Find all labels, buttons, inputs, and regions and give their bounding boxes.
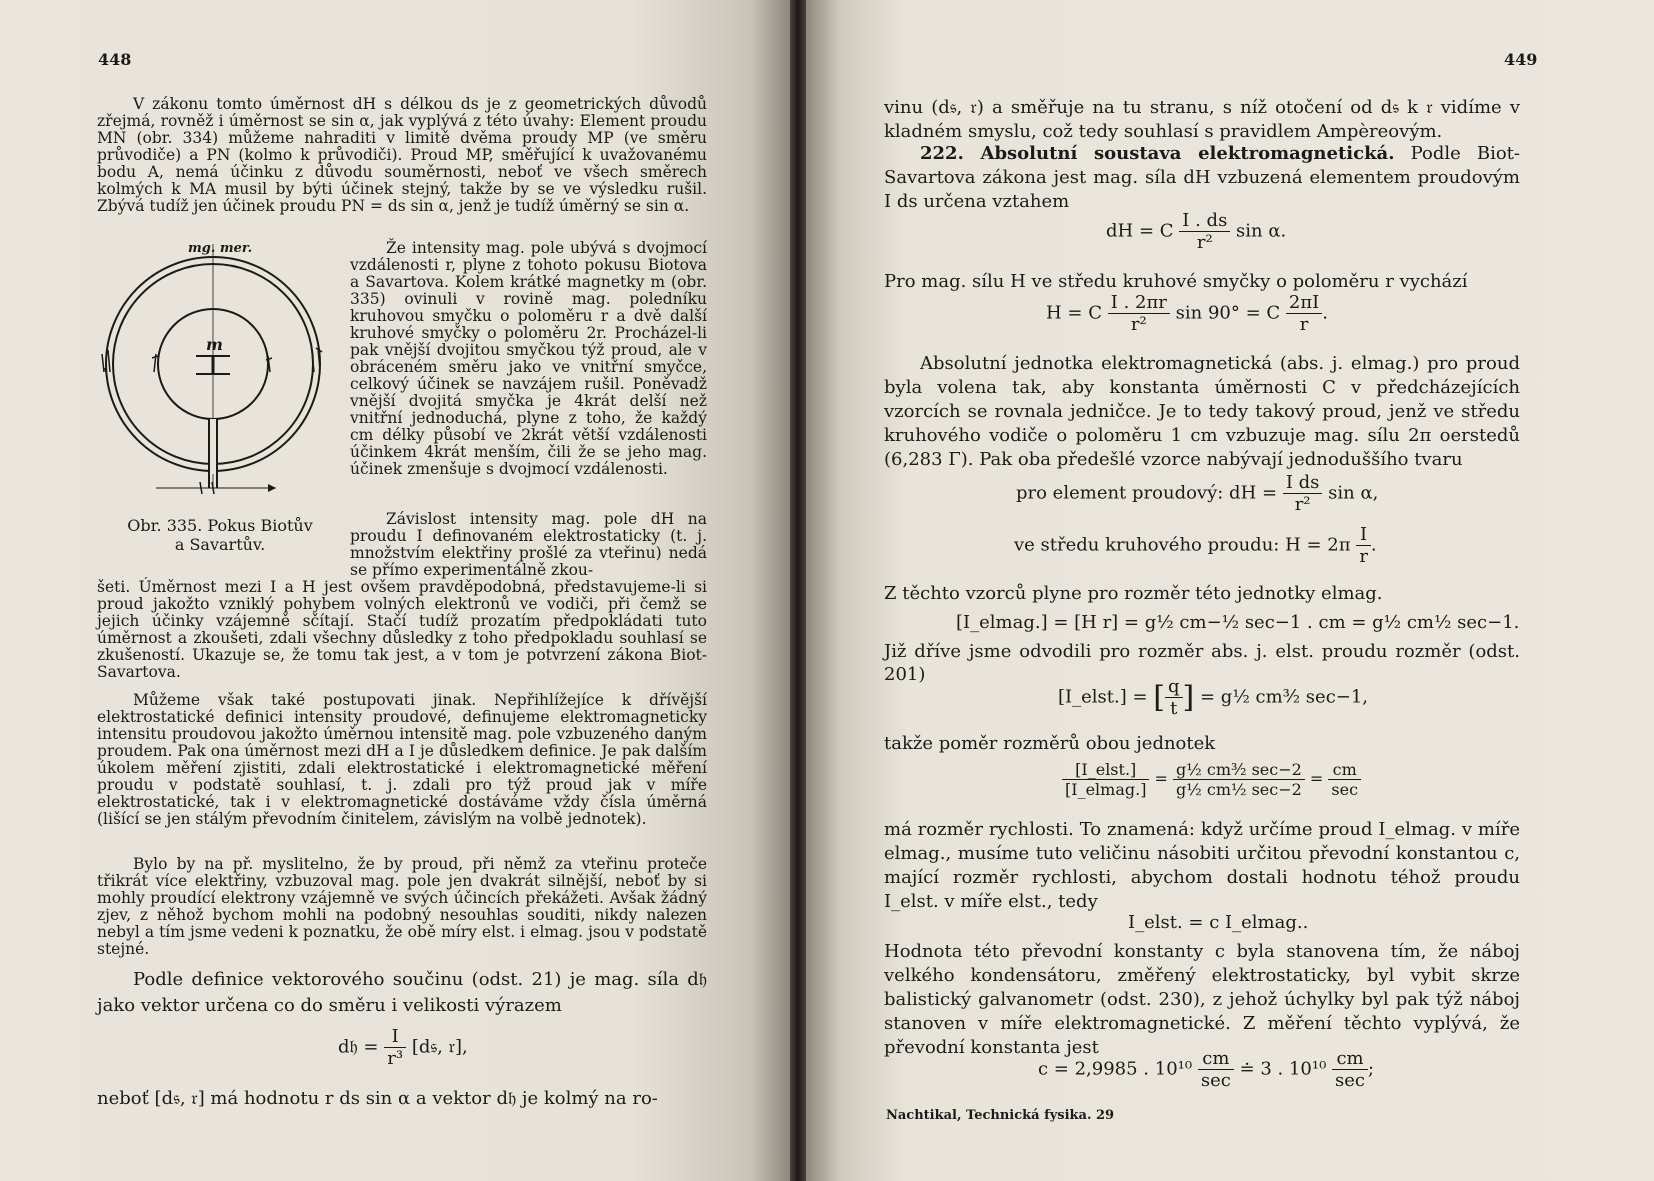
figure-label-mg-mer: mg. mer.	[188, 241, 253, 256]
paragraph-3-side: Závislost intensity mag. pole dH na proudu I definovaném elektrostaticky (t. j. množstvím elektřiny prošlé za vteřinu) nedá se přímo experimentálně zkou-	[350, 510, 707, 579]
page-footer: Nachtikal, Technická fysika. 29	[886, 1108, 1115, 1123]
equation-dh	[1106, 210, 1286, 253]
paragraph-1: V zákonu tomto úměrnost dH s délkou ds je z geometrických důvodů zřejmá, rovněž i úměrnost se sin α, jak vyplývá z této úvahy: Element proudu MN (obr. 334) můžeme nahraditi v limitě dvěma proudy MP (ve směru průvodiče) a PN (kolmo k průvodiči). Proud MP, směřující k uvažovanému bodu A, nemá účinku z důvodu souměrnosti, neboť ve všech směrech kolmých k MA musil by býti účinek stejný, takže by se ve výsledku rušil. Zbývá tudíž jen účinek proudu PN = ds sin α, jenž je tudíž úměrný se sin α.	[97, 95, 707, 215]
equation-element	[1016, 472, 1378, 515]
right-page	[806, 0, 1654, 1181]
paragraph-2: Že intensity mag. pole ubývá s dvojmocí vzdálenosti r, plyne z tohoto pokusu Biotova a Savartova. Kolem krátké magnetky m (obr. 335) ovinuli v rovině mag. poledníku kruhovou smyčku o poloměru r a dvě další kruhové smyčky o poloměru 2r. Procházel-li pak vnější dvojitou smyčkou týž proud, ale v obráceném směru jako ve vnitřní smyčce, celkový účinek se navzájem rušil. Poněvadž vnější dvojitá smyčka je 4krát delší než vnitřní jednoduchá, plyne z toho, že každý cm délky působí ve 2krát větší vzdálenosti účinkem 4krát menším, čili že se jeho mag. účinek zmenšuje s dvojmocí vzdálenosti.	[350, 239, 707, 478]
ratio-numerator-2: g½ cm³⁄₂ sec−2	[1173, 760, 1305, 780]
equation-numerator-2: cm	[1332, 1048, 1368, 1070]
equation-numerator-2: 2πI	[1286, 292, 1322, 314]
equation-elmag-dimension: [I_elmag.] = [H r] = g½ cm−½ sec−1 . cm = g½ cm½ sec−1.	[956, 612, 1520, 633]
page-number: 448	[98, 50, 132, 69]
ratio-denominator: [I_elmag.]	[1065, 780, 1147, 799]
section-222	[884, 142, 1520, 214]
equation-lhs: d𝔥 =	[338, 1036, 379, 1058]
equation-h-center: H = C $\frac{I . 2\pi r}{\text{r²}}$ sin 90° = C $\frac{2\pi I}{r}$ .	[1046, 292, 1329, 335]
section-title: 222. Absolutní soustava elektromagnetická.	[920, 143, 1395, 164]
paragraph-7: neboť [d𝔰, 𝔯] má hodnotu r ds sin α a vektor d𝔥 je kolmý na ro-	[97, 1088, 658, 1109]
paragraph-6: Podle definice vektorového součinu (odst. 21) je mag. síla d𝔥 jako vektor určena co do směru i velikosti výrazem	[97, 969, 707, 1016]
ratio-numerator-3: cm	[1328, 760, 1361, 780]
equation-middle: sin 90° = C	[1175, 302, 1281, 324]
equation-lhs: c = 2,9985 . 10¹⁰	[1038, 1058, 1193, 1080]
equation-ratio: $\frac{\text{[I\_elst.]}}{\text{[I\_elmag.]}}$ = $\frac{\text{g½ cm³⁄₂ sec−2}}{\text{g½ cm½ sec−2}}$ = $\frac{cm}{\sec}$	[1062, 760, 1361, 799]
page-number: 449	[1504, 50, 1538, 69]
left-page	[0, 0, 790, 1181]
equation-numerator: I	[384, 1026, 406, 1048]
equation-numerator: q	[1165, 676, 1183, 698]
equation-lhs: dH = C	[1106, 220, 1174, 242]
equation-numerator: I	[1356, 524, 1371, 546]
figure-caption-line-1: Obr. 335. Pokus Biotův	[127, 516, 313, 535]
equation-denominator: r	[1359, 546, 1368, 567]
equation-denominator: r²	[1294, 494, 1311, 515]
equation-middle: ≐ 3 . 10¹⁰	[1239, 1058, 1327, 1080]
ratio-numerator: [I_elst.]	[1062, 760, 1149, 780]
ratio-denominator-3: sec	[1331, 780, 1359, 799]
paragraph-5: Z těchto vzorců plyne pro rozměr této jednotky elmag.	[884, 583, 1383, 604]
equation-rhs: sin α,	[1328, 482, 1379, 504]
section-intro: Podle Biot-Savartova zákona jest mag. síla dH vzbuzená elementem proudovým I ds určena vztahem	[884, 143, 1520, 212]
equation-numerator: I . ds	[1179, 210, 1230, 232]
paragraph-9: Hodnota této převodní konstanty c byla stanovena tím, že náboj velkého kondensátoru, změřený elektrostaticky, byl vybit skrze balistický galvanometr (odst. 230), z jehož úchylky byl pak týž náboj stanoven v míře elektromagnetické. Z měření těchto vyplývá, že převodní konstanta jest	[884, 941, 1520, 1058]
equation-lhs: H = C	[1046, 302, 1102, 324]
equation-rhs: sin α.	[1236, 220, 1287, 242]
equation-denominator-2: r	[1299, 314, 1309, 335]
figure-biot-savart	[96, 236, 336, 506]
equation-denominator: sec	[1200, 1070, 1231, 1091]
equation-speed-constant: c = 2,9985 . 10¹⁰ $\frac{cm}{\sec}$ ≐ 3 . 10¹⁰ $\frac{cm}{\sec}$ ;	[1038, 1048, 1375, 1091]
paragraph-4: Absolutní jednotka elektromagnetická (abs. j. elmag.) pro proud byla volena tak, aby konstanta úměrnosti C v předcházejících vzorcích se rovnala jedničce. Je to tedy takový proud, jenž ve středu kruhového vodiče o poloměru 1 cm vzbuzuje mag. sílu 2π oerstedů (6,283 Γ). Pak oba předešlé vzorce nabývají jednoduššího tvaru	[884, 353, 1520, 470]
equation-lhs: ve středu kruhového proudu: H = 2π	[1014, 534, 1351, 556]
equation-lhs: pro element proudový: dH =	[1016, 482, 1278, 504]
equation-denominator: r²	[1130, 314, 1147, 335]
magnet-label: m	[206, 335, 223, 354]
paragraph-4: Můžeme však také postupovati jinak. Nepřihlížejíce k dřívější elektrostatické definici intensity proudové, definujeme elektromagneticky intensitu proudovou jakožto úměrnou intensitě mag. pole vzbuzeného daným proudem. Pak ona úměrnost mezi dH a I je důsledkem definice. Je pak dalším úkolem měření zjistiti, zdali elektrostatické i elektromagnetické měření proudu v podstatě souhlasí, t. j. zdali pro týž proud jak v míře elektrostatické, tak i v elektromagnetické dostáváme vždy čísla úměrná (lišící se jen stálým převodním činitelem, závislým na volbě jednotek).	[97, 691, 707, 828]
equation-denominator: r³	[387, 1048, 404, 1069]
figure-caption-line-2: a Savartův.	[174, 535, 266, 554]
equation-lhs: [I_elst.] =	[1058, 686, 1148, 708]
equation-denominator: t	[1170, 698, 1178, 719]
paragraph-6: Již dříve jsme odvodili pro rozměr abs. j. elst. proudu rozměr (odst. 201)	[884, 641, 1520, 685]
book-spine	[790, 0, 806, 1181]
equation-vector-dh	[338, 1026, 468, 1069]
paragraph-7: takže poměr rozměrů obou jednotek	[884, 733, 1216, 754]
equation-elst-dimension: [I_elst.] = [ $\frac{q}{t}$ ] = g½ cm³⁄₂ sec−1,	[1058, 676, 1369, 719]
figure-caption	[100, 516, 340, 554]
ratio-denominator-2: g½ cm½ sec−2	[1176, 780, 1302, 799]
equation-circular: ve středu kruhového proudu: H = 2π $\frac{I}{r}$ .	[1014, 524, 1377, 567]
equation-rhs: [d𝔰, 𝔯],	[411, 1036, 468, 1058]
equation-conversion: I_elst. = c I_elmag..	[1128, 912, 1309, 933]
equation-numerator: I . 2πr	[1108, 292, 1170, 314]
paragraph-3: šeti. Úměrnost mezi I a H jest ovšem pravděpodobná, představujeme-li si proud jakožto vzniklý pohybem volných elektronů ve vodiči, při čemž se jejich účinky vzájemně sčítají. Stačí tudíž prozatím předpokládati tuto úměrnost a zkoušeti, zdali všechny důsledky z toho předpokladu souhlasí se zkušeností. Ukazuje se, že tomu tak jest, a v tom je potvrzení zákona Biot-Savartova.	[97, 578, 707, 681]
paragraph-1: vinu (d𝔰, 𝔯) a směřuje na tu stranu, s níž otočení od d𝔰 k 𝔯 vidíme v kladném smyslu, což tedy souhlasí s pravidlem Ampèreovým.	[884, 97, 1520, 142]
equation-numerator: I ds	[1283, 472, 1323, 494]
equation-numerator: cm	[1198, 1048, 1234, 1070]
equation-rhs: = g½ cm³⁄₂ sec−1,	[1200, 686, 1369, 708]
paragraph-3: Pro mag. sílu H ve středu kruhové smyčky o poloměru r vychází	[884, 271, 1468, 292]
paragraph-8: má rozměr rychlosti. To znamená: když určíme proud I_elmag. v míře elmag., musíme tuto veličinu násobiti určitou převodní konstantou c, mající rozměr rychlosti, abychom dostali hodnotu téhož proudu I_elst. v míře elst., tedy	[884, 819, 1520, 912]
paragraph-5: Bylo by na př. myslitelno, že by proud, při němž za vteřinu proteče třikrát více elektřiny, vzbuzoval mag. pole jen dvakrát silnější, neboť by si mohly proudící elektrony vzájemně ve svých účincích překážeti. Avšak žádný zjev, z něhož bychom mohli na podobný nesouhlas souditi, nikdy nalezen nebyl a tím jsme vedeni k poznatku, že obě míry elst. i elmag. jsou v podstatě stejné.	[97, 855, 707, 958]
equation-denominator: r²	[1196, 232, 1213, 253]
equation-denominator-2: sec	[1335, 1070, 1366, 1091]
